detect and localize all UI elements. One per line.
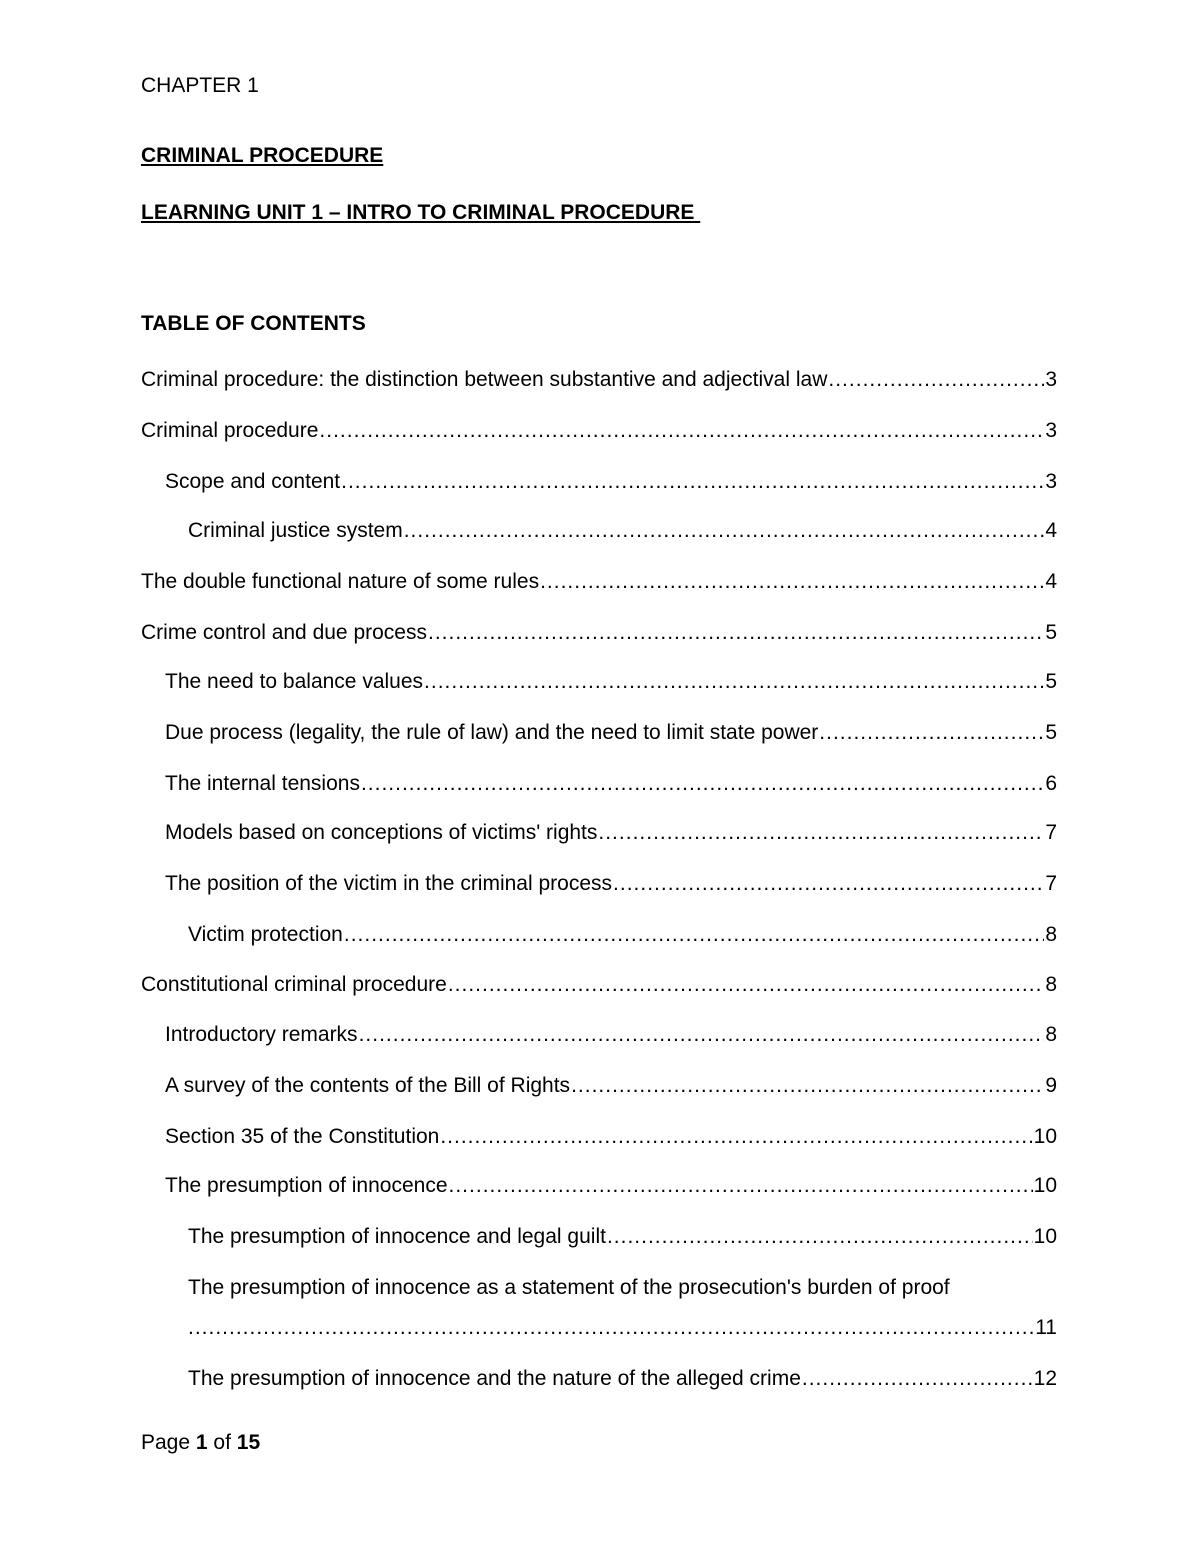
toc-entry[interactable] [188, 1365, 1057, 1393]
toc-entry-page: 11 [1035, 1316, 1057, 1339]
toc-leader-dots [613, 870, 1044, 898]
toc-entry-label: Criminal procedure: the distinction between substantive and adjectival law [141, 368, 828, 391]
toc-entry[interactable] [141, 971, 1057, 999]
toc-leader-dots [341, 468, 1044, 496]
learning-unit-title: LEARNING UNIT 1 – INTRO TO CRIMINAL PROCEDURE [141, 201, 701, 224]
page-footer [141, 1429, 260, 1457]
toc-entry-page: 9 [1045, 1074, 1057, 1097]
toc-entry-page: 8 [1045, 1023, 1057, 1046]
toc-entry-page: 4 [1045, 519, 1057, 542]
toc-entry[interactable] [165, 719, 1057, 747]
toc-entry-page: 10 [1033, 1174, 1057, 1197]
toc-entry[interactable] [165, 1123, 1057, 1151]
toc-entry-label: Criminal procedure [141, 419, 319, 442]
toc-entry[interactable] [165, 668, 1057, 696]
toc-leader-dots [428, 619, 1044, 647]
toc-leader-dots [448, 971, 1045, 999]
toc-entry[interactable] [188, 1274, 1057, 1342]
toc-entry-label: Criminal justice system [188, 519, 403, 542]
toc-entry-label: Victim protection [188, 923, 343, 946]
toc-entry-label: Crime control and due process [141, 621, 427, 644]
toc-leader-dots [571, 1072, 1044, 1100]
toc-leader-dots [188, 1314, 1034, 1342]
toc-leader-dots [319, 417, 1044, 445]
toc-entry-label: The internal tensions [165, 772, 360, 795]
toc-entry[interactable] [141, 568, 1057, 596]
toc-entry[interactable] [188, 1223, 1057, 1251]
toc-leader-dots [819, 719, 1044, 747]
toc-entry[interactable] [165, 819, 1057, 847]
toc-leader-dots [540, 568, 1044, 596]
toc-entry-page: 12 [1033, 1367, 1057, 1390]
toc-leader-dots [828, 366, 1044, 394]
toc-entry-page: 4 [1045, 570, 1057, 593]
footer-of-word: of [213, 1431, 231, 1454]
toc-entry-label: Scope and content [165, 470, 341, 493]
toc-entry-page: 7 [1045, 821, 1057, 844]
toc-entry-label: The presumption of innocence and legal guilt [188, 1225, 606, 1248]
toc-leader-dots [449, 1172, 1033, 1200]
toc-entry-page: 7 [1045, 872, 1057, 895]
footer-page-word: Page [141, 1431, 191, 1454]
toc-entry-label: Models based on conceptions of victims' rights [165, 821, 598, 844]
toc-entry-label: The presumption of innocence and the nature of the alleged crime [188, 1367, 801, 1390]
toc-entry[interactable] [188, 921, 1057, 949]
toc-entry-label: The double functional nature of some rules [141, 570, 540, 593]
toc-entry-label: Section 35 of the Constitution [165, 1125, 440, 1148]
toc-leader-dots [404, 517, 1045, 545]
toc-entry-label: The need to balance values [165, 670, 424, 693]
toc-entry-page: 3 [1045, 368, 1057, 391]
toc-heading: TABLE OF CONTENTS [141, 312, 366, 335]
chapter-label: CHAPTER 1 [141, 74, 259, 97]
toc-entry[interactable] [165, 770, 1057, 798]
toc-leader-dots [359, 1021, 1045, 1049]
toc-entry[interactable] [165, 870, 1057, 898]
toc-entry-label: The presumption of innocence [165, 1174, 448, 1197]
toc-entry[interactable] [188, 517, 1057, 545]
toc-entry[interactable] [141, 619, 1057, 647]
toc-entry[interactable] [141, 417, 1057, 445]
toc-entry[interactable] [141, 366, 1057, 394]
toc-entry-page: 3 [1045, 419, 1057, 442]
toc-entry-page: 10 [1033, 1225, 1057, 1248]
toc-entry[interactable] [165, 1072, 1057, 1100]
document-title: CRIMINAL PROCEDURE [141, 144, 384, 167]
footer-current-page: 1 [195, 1431, 208, 1454]
toc-leader-dots [424, 668, 1044, 696]
toc-entry-label: The position of the victim in the criminal process [165, 872, 613, 895]
toc-leader-dots [802, 1365, 1033, 1393]
toc-entry-page: 5 [1045, 621, 1057, 644]
toc-entry-page: 3 [1045, 470, 1057, 493]
toc-entry-page: 6 [1045, 772, 1057, 795]
toc-entry-page: 5 [1045, 721, 1057, 744]
toc-entry-page: 10 [1033, 1125, 1057, 1148]
toc-entry[interactable] [165, 468, 1057, 496]
footer-total-pages: 15 [236, 1431, 261, 1454]
toc-entry-label: Constitutional criminal procedure [141, 973, 447, 996]
toc-leader-dots [607, 1223, 1033, 1251]
toc-entry-page: 8 [1045, 923, 1057, 946]
toc-entry-leader-line [188, 1314, 1057, 1342]
toc-entry-page: 5 [1045, 670, 1057, 693]
toc-leader-dots [361, 770, 1044, 798]
toc-entry[interactable] [165, 1172, 1057, 1200]
toc-leader-dots [598, 819, 1044, 847]
toc-entry-label: Due process (legality, the rule of law) and the need to limit state power [165, 721, 819, 744]
toc-leader-dots [344, 921, 1044, 949]
toc-leader-dots [440, 1123, 1032, 1151]
toc-entry-label: Introductory remarks [165, 1023, 358, 1046]
toc-entry-label: The presumption of innocence as a statement of the prosecution's burden of proof [188, 1276, 950, 1299]
toc-entry-label: A survey of the contents of the Bill of Rights [165, 1074, 571, 1097]
toc-entry[interactable] [165, 1021, 1057, 1049]
toc-entry-page: 8 [1045, 973, 1057, 996]
